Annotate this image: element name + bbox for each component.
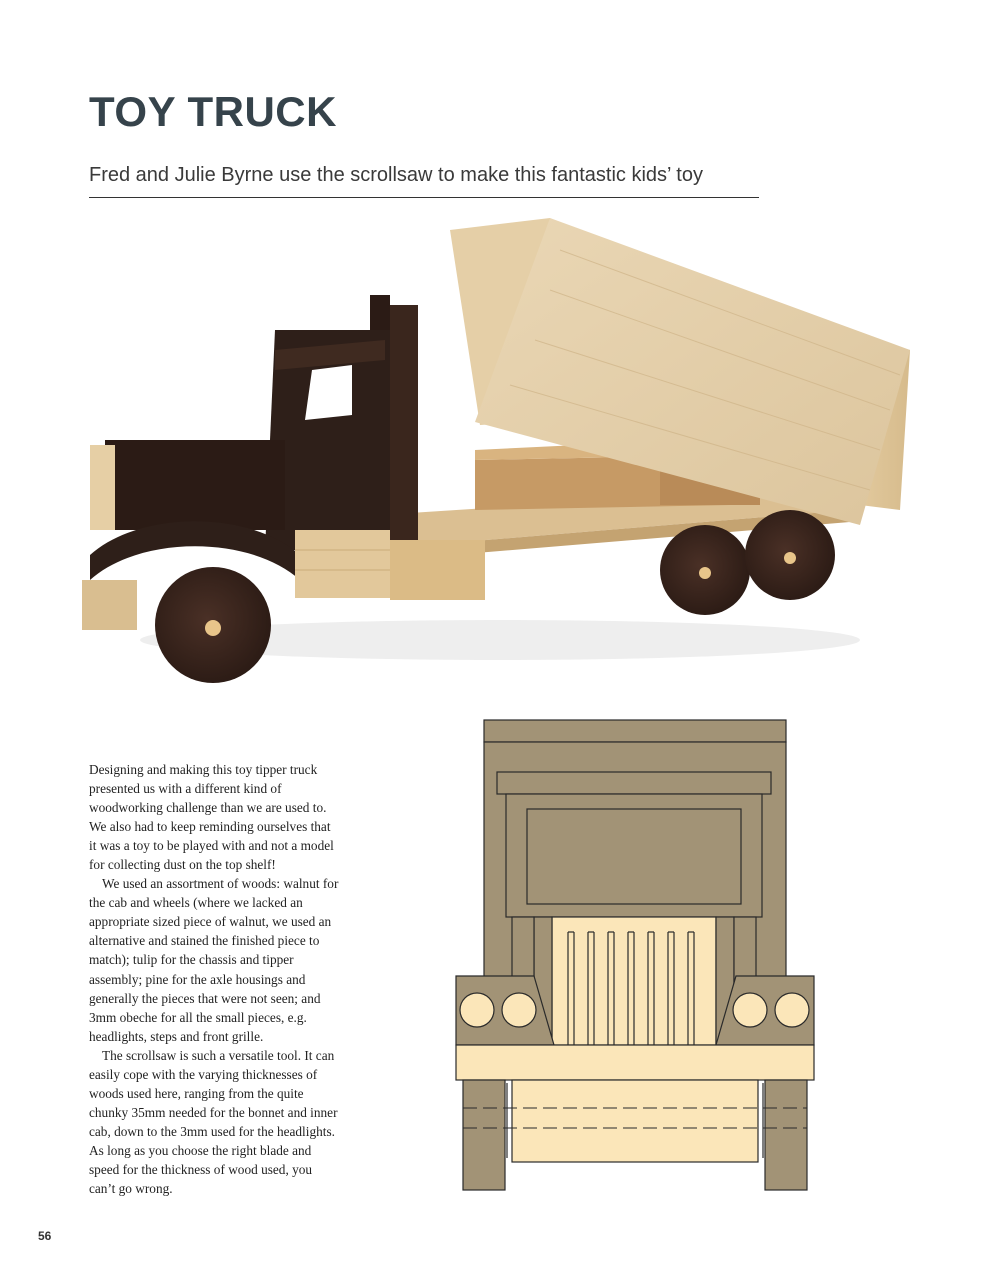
article-body	[89, 760, 341, 1198]
toy-truck-photo	[80, 210, 930, 690]
article-title: TOY TRUCK	[89, 88, 337, 135]
paragraph: Designing and making this toy tipper truck presented us with a different kind of woodworking challenge than we are used to. We also had to keep reminding ourselves that it was a toy to be played with and not a model for collecting dust on the top shelf!	[89, 762, 334, 873]
page-number: 56	[38, 1229, 52, 1243]
truck-front-diagram	[452, 718, 820, 1198]
title-rule	[89, 197, 759, 198]
paragraph: The scrollsaw is such a versatile tool. It can easily cope with the varying thicknesses of woods used here, ranging from the quite chunky 35mm needed for the bonnet and inner cab, down to the 3mm used for the headlights. As long as you choose the right blade and speed for the thickness of wood used, you can’t go wrong.	[89, 1047, 338, 1197]
paragraph: We used an assortment of woods: walnut for the cab and wheels (where we lacked an appropriate sized piece of walnut, we used an alternative and stained the finished piece to match); tulip for the chassis and tipper assembly; pine for the axle housings and generally the pieces that were not seen; and 3mm obeche for all the small pieces, e.g. headlights, steps and front grille.	[89, 876, 339, 1044]
article-subtitle: Fred and Julie Byrne use the scrollsaw to make this fantastic kids’ toy	[89, 164, 703, 186]
